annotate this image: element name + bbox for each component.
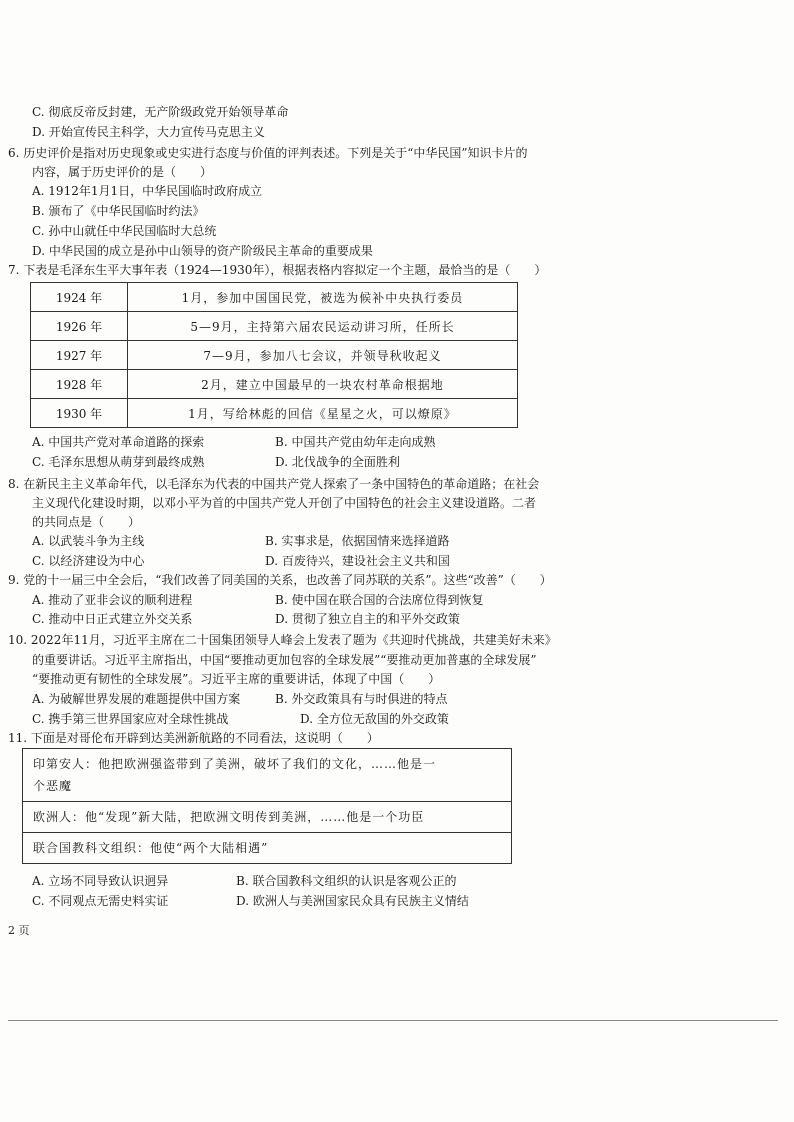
table-event-cell: 2月，建立中国最早的一块农村革命根据地 [128,370,518,399]
q10-option-b: B. 外交政策具有与时俱进的特点 [275,692,448,706]
table-event-cell: 1月，参加中国国民党，被选为候补中央执行委员 [128,283,518,312]
q11-stem: 11. 下面是对哥伦布开辟到达美洲新航路的不同看法，这说明（ ） [8,731,379,745]
q7-option-d: D. 北伐战争的全面胜利 [275,455,400,469]
q10-option-a: A. 为破解世界发展的难题提供中国方案 [32,692,241,706]
view-european: 欧洲人：他“发现”新大陆，把欧洲文明传到美洲，……他是一个功臣 [23,802,511,833]
q8-option-c: C. 以经济建设为中心 [32,554,145,568]
q6-stem-line2: 内容，属于历史评价的是（ ） [32,165,213,179]
q6-stem-line1: 6. 历史评价是指对历史现象或史实进行态度与价值的评判表述。下列是关于“中华民国”知识卡片的 [8,146,528,160]
table-row [31,370,518,399]
q9-stem: 9. 党的十一届三中全会后，“我们改善了同美国的关系，也改善了同苏联的关系”。这些“改善”（ ） [8,573,552,587]
footer-divider [8,1020,778,1021]
q8-option-a: A. 以武装斗争为主线 [32,534,145,548]
table-row [31,399,518,428]
table-year-cell: 1928 年 [31,370,128,399]
q7-option-a: A. 中国共产党对革命道路的探索 [32,435,205,449]
q7-stem: 7. 下表是毛泽东生平大事年表（1924—1930年），根据表格内容拟定一个主题，最恰当的是（ ） [8,263,547,277]
table-event-cell: 5—9月，主持第六届农民运动讲习所，任所长 [128,312,518,341]
q10-option-d: D. 全方位无敌国的外交政策 [300,712,449,726]
q10-stem-line3: “要推动更有韧性的全球发展”。习近平主席的重要讲话，体现了中国（ ） [32,672,441,686]
table-year-cell: 1930 年 [31,399,128,428]
q7-option-b: B. 中国共产党由幼年走向成熟 [275,435,436,449]
q8-option-d: D. 百废待兴，建设社会主义共和国 [265,554,450,568]
q8-option-b: B. 实事求是，依据国情来选择道路 [265,534,450,548]
q9-option-d: D. 贯彻了独立自主的和平外交政策 [275,612,460,626]
table-year-cell: 1926 年 [31,312,128,341]
q9-option-c: C. 推动中日正式建立外交关系 [32,612,193,626]
q11-option-a: A. 立场不同导致认识迥异 [32,874,169,888]
table-row [31,312,518,341]
table-row [31,283,518,312]
q9-option-a: A. 推动了亚非会议的顺利进程 [32,593,193,607]
q10-option-c: C. 携手第三世界国家应对全球性挑战 [32,712,229,726]
q6-option-a: A. 1912年1月1日，中华民国临时政府成立 [32,184,263,198]
q5-option-c: C. 彻底反帝反封建，无产阶级政党开始领导革命 [32,105,289,119]
table-year-cell: 1927 年 [31,341,128,370]
q8-stem-line3: 的共同点是（ ） [32,515,141,529]
view-indigenous [23,749,511,802]
q11-option-c: C. 不同观点无需史料实证 [32,894,169,908]
table-event-cell: 7—9月，参加八七会议，并领导秋收起义 [128,341,518,370]
q11-option-b: B. 联合国教科文组织的认识是客观公正的 [236,874,457,888]
view-unesco: 联合国教科文组织：他使“两个大陆相遇” [33,841,269,855]
q9-option-b: B. 使中国在联合国的合法席位得到恢复 [275,593,484,607]
q6-option-b: B. 颁布了《中华民国临时约法》 [32,204,205,218]
table-year-cell: 1924 年 [31,283,128,312]
q7-option-c: C. 毛泽东思想从萌芽到最终成熟 [32,455,205,469]
q10-stem-line1: 10. 2022年11月，习近平主席在二十国集团领导人峰会上发表了题为《共迎时代挑战，共建美好未来》 [8,633,557,647]
q5-option-d: D. 开始宣传民主科学，大力宣传马克思主义 [32,125,265,139]
q6-option-c: C. 孙中山就任中华民国临时大总统 [32,224,217,238]
view-indigenous-line1: 印第安人：他把欧洲强盗带到了美洲，破坏了我们的文化，……他是一 [33,757,437,771]
page-number: 2 页 [8,924,30,937]
q6-option-d: D. 中华民国的成立是孙中山领导的资产阶级民主革命的重要成果 [32,244,373,258]
q11-option-d: D. 欧洲人与美洲国家民众具有民族主义情结 [236,894,469,908]
q10-stem-line2: 的重要讲话。习近平主席指出，中国“要推动更加包容的全球发展”“要推动更加普惠的全球发展” [32,653,537,667]
q8-stem-line2: 主义现代化建设时期，以邓小平为首的中国共产党人开创了中国特色的社会主义建设道路。二者 [32,496,537,510]
table-row [31,341,518,370]
mao-chronology-table [30,282,518,428]
view-indigenous-line2: 个恶魔 [33,779,73,793]
colombus-views-box [22,748,512,864]
q8-stem-line1: 8. 在新民主主义革命年代，以毛泽东为代表的中国共产党人探索了一条中国特色的革命道路；在社会 [8,477,540,491]
table-event-cell: 1月，写给林彪的回信《星星之火，可以燎原》 [128,399,518,428]
